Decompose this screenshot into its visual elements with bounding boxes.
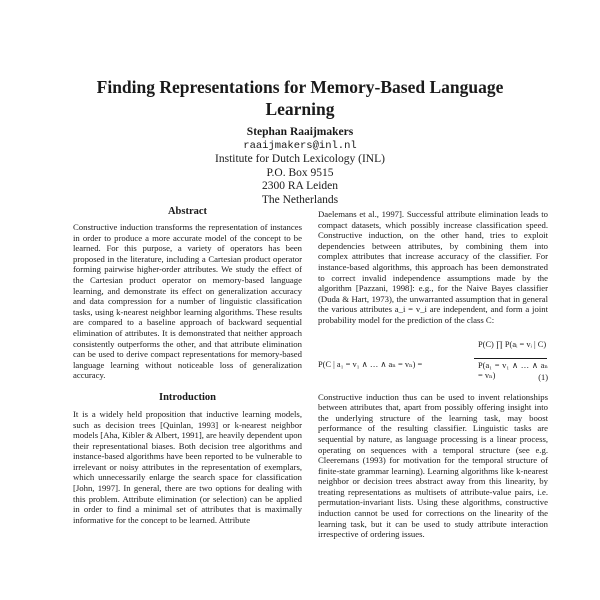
left-column — [73, 205, 302, 525]
naive-bayes-equation — [318, 336, 548, 390]
equation-label: (1) — [538, 372, 548, 382]
author-name: Stephan Raaijmakers — [246, 126, 354, 138]
right-column — [318, 209, 548, 540]
equation-numerator: P(C) ∏ P(aᵢ = vᵢ | C) — [478, 339, 547, 349]
author-country: The Netherlands — [261, 193, 339, 206]
equation-fraction-bar — [474, 358, 547, 359]
equation-lhs: P(C | a₁ = v₁ ∧ … ∧ aₙ = vₙ) = — [318, 359, 423, 369]
author-email: raaijmakers@inl.nl — [243, 139, 357, 152]
right-paragraph-2: Constructive induction thus can be used to invent relationships between attributes that, apart from possibly offering insight into the underlying structure of the learning task, may boost performance of the resulting classifier. Linguistic tasks are sequential by nature, as language processing is a linear process, operating on sequences with a temporal structure (see e.g. Cleeremans (1993) for motivation for the temporal structure of finite-state grammar learning). Learning algorithms like k-nearest neighbor or decision trees abstract away from this linearity, by treating representations as multisets of attribute-value pairs, i.e. permutation-invariant lists. Using these algorithms, constructive induction cannot be used for corrections on the linearity of the learning task, but it can be used to study attribute interaction irrespective of ordering issues. — [318, 391, 548, 540]
introduction-text: It is a widely held proposition that inductive learning models, such as decision trees [Quinlan, 1993] or k-nearest neighbor models [Aha, Kibler & Albert, 1991], are heavily dependent upon their representational biases. Both decision tree algorithms and instance-based algorithms have been reported to be vulnerable to irrelevant or noisy attributes in the representation of exemplars, which unnecessarily enlarge the search space for classification [John, 1997]. In general, there are two options for dealing with this problem. Attribute elimination (or selection) can be applied in order to find a minimal set of attributes that is maximally informative for the concept to be learned. Attribute — [73, 408, 302, 525]
author-affiliation: Institute for Dutch Lexicology (INL) — [215, 153, 385, 166]
introduction-heading: Introduction — [159, 391, 216, 403]
author-address-city: 2300 RA Leiden — [261, 180, 339, 193]
abstract-heading: Abstract — [167, 206, 208, 217]
author-address-pobox: P.O. Box 9515 — [266, 166, 334, 179]
abstract-text: Constructive induction transforms the representation of instances in order to produce a more accurate model of the concept to be learned. For this purpose, a variety of operators has been proposed in the literature, including a Cartesian product operator forming pairwise higher-order attributes. We study the effect of the Cartesian product operator on memory-based language learning, and demonstrate its effect on generalization accuracy and data compression for a number of linguistic classification tasks, using k-nearest neighbor learning algorithms. These results are compared to a baseline approach of backward sequential elimination of attributes. It is demonstrated that neither approach consistently outperforms the other, and that attribute elimination can be used to derive compact representations for memory-based language learning without noticeable loss of generalization accuracy. — [73, 222, 302, 381]
paper-title: Finding Representations for Memory-Based Language Learning — [96, 77, 504, 119]
equation-denominator: P(a₁ = v₁ ∧ … ∧ aₙ = vₙ) — [478, 360, 548, 381]
right-paragraph-1: Daelemans et al., 1997]. Successful attribute elimination leads to compact datasets, which possibly increase classification speed. Constructive induction, on the other hand, tries to exploit dependencies between attributes, by combining them into complex attributes that increase accuracy of the classifier. For instance-based algorithms, this approach has been demonstrated to correct invalid independence assumptions made by the algorithm [Pazzani, 1998]: e.g., for the Naive Bayes classifier (Duda & Hart, 1973), the unwarranted assumption that in general the various attributes a_i = v_i are independent, and form a joint probability model for the prediction of the class C: — [318, 209, 548, 325]
author-block — [150, 126, 450, 208]
